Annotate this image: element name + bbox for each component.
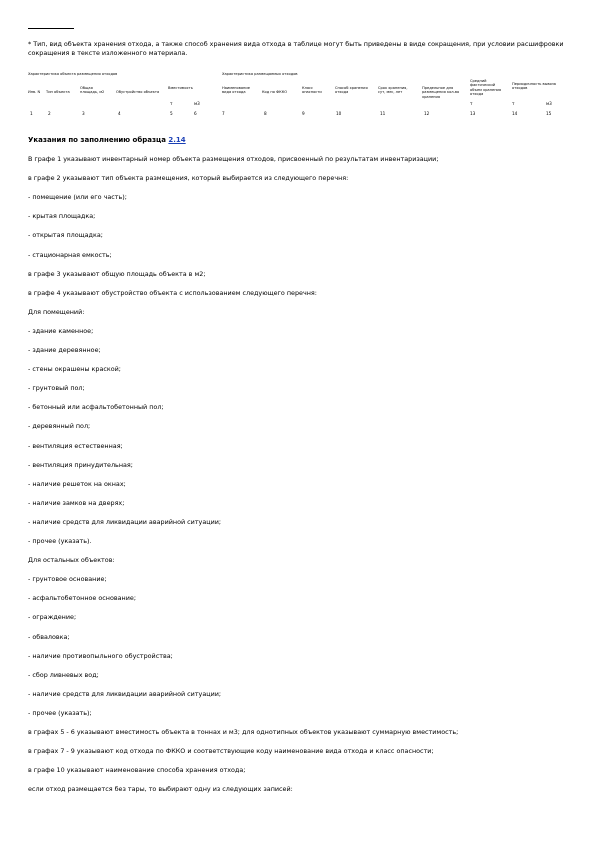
paragraph: - стены окрашены краской; [28, 365, 121, 374]
paragraph: Для остальных объектов: [28, 556, 115, 565]
paragraph: - вентиляция естественная; [28, 441, 123, 450]
paragraph: - наличие противопыльного обустройства; [28, 651, 173, 660]
footnote: * Тип, вид объекта хранения отхода, а также способ хранения вида отхода в таблице могут быть приведены в виде сокращения, при условии расшифровки сокращения в тексте изложенного материала. [28, 40, 564, 57]
col-header-fkko: Код по ФККО [262, 90, 288, 94]
col-number: 14 [512, 111, 518, 116]
unit-m3: м3 [546, 101, 552, 106]
footnote-separator [28, 28, 74, 29]
col-number: 2 [48, 111, 51, 116]
paragraph: если отход размещается без тары, то выбирают одну из следующих записей: [28, 785, 293, 794]
col-number: 3 [82, 111, 85, 116]
paragraph: - наличие средств для ликвидации аварийной ситуации; [28, 689, 222, 698]
paragraph: - бетонный или асфальтобетонный пол; [28, 403, 164, 412]
col-number: 9 [302, 111, 305, 116]
col-header-method: Способ хранения отхода [335, 86, 368, 95]
col-number: 6 [194, 111, 197, 116]
col-header-actual: Средний фактический объем хранения отхода [470, 79, 502, 96]
col-number: 4 [118, 111, 121, 116]
paragraph: - крытая площадка; [28, 212, 96, 221]
unit-m3: м3 [194, 101, 200, 106]
col-header-period: Периодичность вывоза отходов [512, 82, 556, 91]
paragraph: в графах 7 - 9 указывают код отхода по ФККО и соответствующие коду наименование вида отхода и класс опасности; [28, 747, 434, 756]
col-header-name: Наименование вида отхода [222, 86, 250, 95]
col-header-class: Класс опасности [302, 86, 322, 95]
paragraph: в графе 3 указывают общую площадь объекта в м2; [28, 269, 206, 278]
paragraph: - наличие решеток на окнах; [28, 479, 126, 488]
col-header-equip: Обустройство объекта [116, 90, 160, 94]
col-header-inv: Инв. N [28, 90, 41, 94]
paragraph: - помещение (или его часть); [28, 193, 127, 202]
unit-t: т [170, 101, 173, 106]
col-number: 13 [470, 111, 476, 116]
col-number: 5 [170, 111, 173, 116]
paragraph: - прочее (указать); [28, 708, 92, 717]
section-heading [28, 136, 186, 145]
col-header-capacity: Вместимость [168, 86, 193, 90]
paragraph: - ограждение; [28, 613, 77, 622]
col-number: 1 [30, 111, 33, 116]
col-header-type: Тип объекта [46, 90, 70, 94]
paragraph: - стационарная емкость; [28, 250, 112, 259]
group-header-object: Характеристика объекта размещения отходов [28, 72, 118, 76]
col-number: 7 [222, 111, 225, 116]
col-number: 12 [424, 111, 430, 116]
paragraph: - наличие замков на дверях; [28, 498, 125, 507]
paragraph: в графе 4 указывают обустройство объекта с использованием следующего перечня: [28, 288, 317, 297]
col-header-term: Срок хранения, сут, мес, лет [378, 86, 408, 95]
col-number: 8 [264, 111, 267, 116]
col-number: 11 [380, 111, 386, 116]
paragraph: - асфальтобетонное основание; [28, 594, 136, 603]
paragraph: Для помещений: [28, 307, 85, 316]
paragraph: в графах 5 - 6 указывают вместимость объекта в тоннах и м3; для однотипных объектов указывают суммарную вместимость; [28, 728, 459, 736]
col-header-area: Общая площадь, м2 [80, 86, 105, 95]
paragraph: - открытая площадка; [28, 231, 103, 240]
paragraph: - наличие средств для ликвидации аварийной ситуации; [28, 517, 222, 526]
col-number: 15 [546, 111, 552, 116]
paragraph: в графе 2 указывают тип объекта размещения, который выбирается из следующего перечня: [28, 174, 349, 183]
section-link[interactable]: 2.14 [168, 136, 186, 144]
section-heading-text: Указания по заполнению образца [28, 136, 166, 144]
paragraph: - грунтовый пол; [28, 384, 85, 393]
col-number: 10 [336, 111, 342, 116]
unit-t: т [470, 101, 473, 106]
paragraph: - сбор ливневых вод; [28, 670, 99, 679]
paragraph: В графе 1 указывают инвентарный номер объекта размещения отходов, присвоенный по результатам инвентаризации; [28, 155, 439, 163]
paragraph: - вентиляция принудительная; [28, 460, 133, 469]
col-header-max: Предельное для размещения кол-во хранения [422, 86, 460, 99]
paragraph: - прочее (указать). [28, 537, 92, 545]
paragraph: - здание каменное; [28, 326, 94, 335]
paragraph: - обваловка; [28, 632, 70, 641]
unit-t: т [512, 101, 515, 106]
group-header-waste: Характеристика размещаемых отходов [222, 72, 298, 76]
paragraph: в графе 10 указывают наименование способа хранения отхода; [28, 766, 246, 775]
paragraph: - здание деревянное; [28, 346, 101, 354]
paragraph: - деревянный пол; [28, 422, 91, 431]
paragraph: - грунтовое основание; [28, 575, 107, 584]
